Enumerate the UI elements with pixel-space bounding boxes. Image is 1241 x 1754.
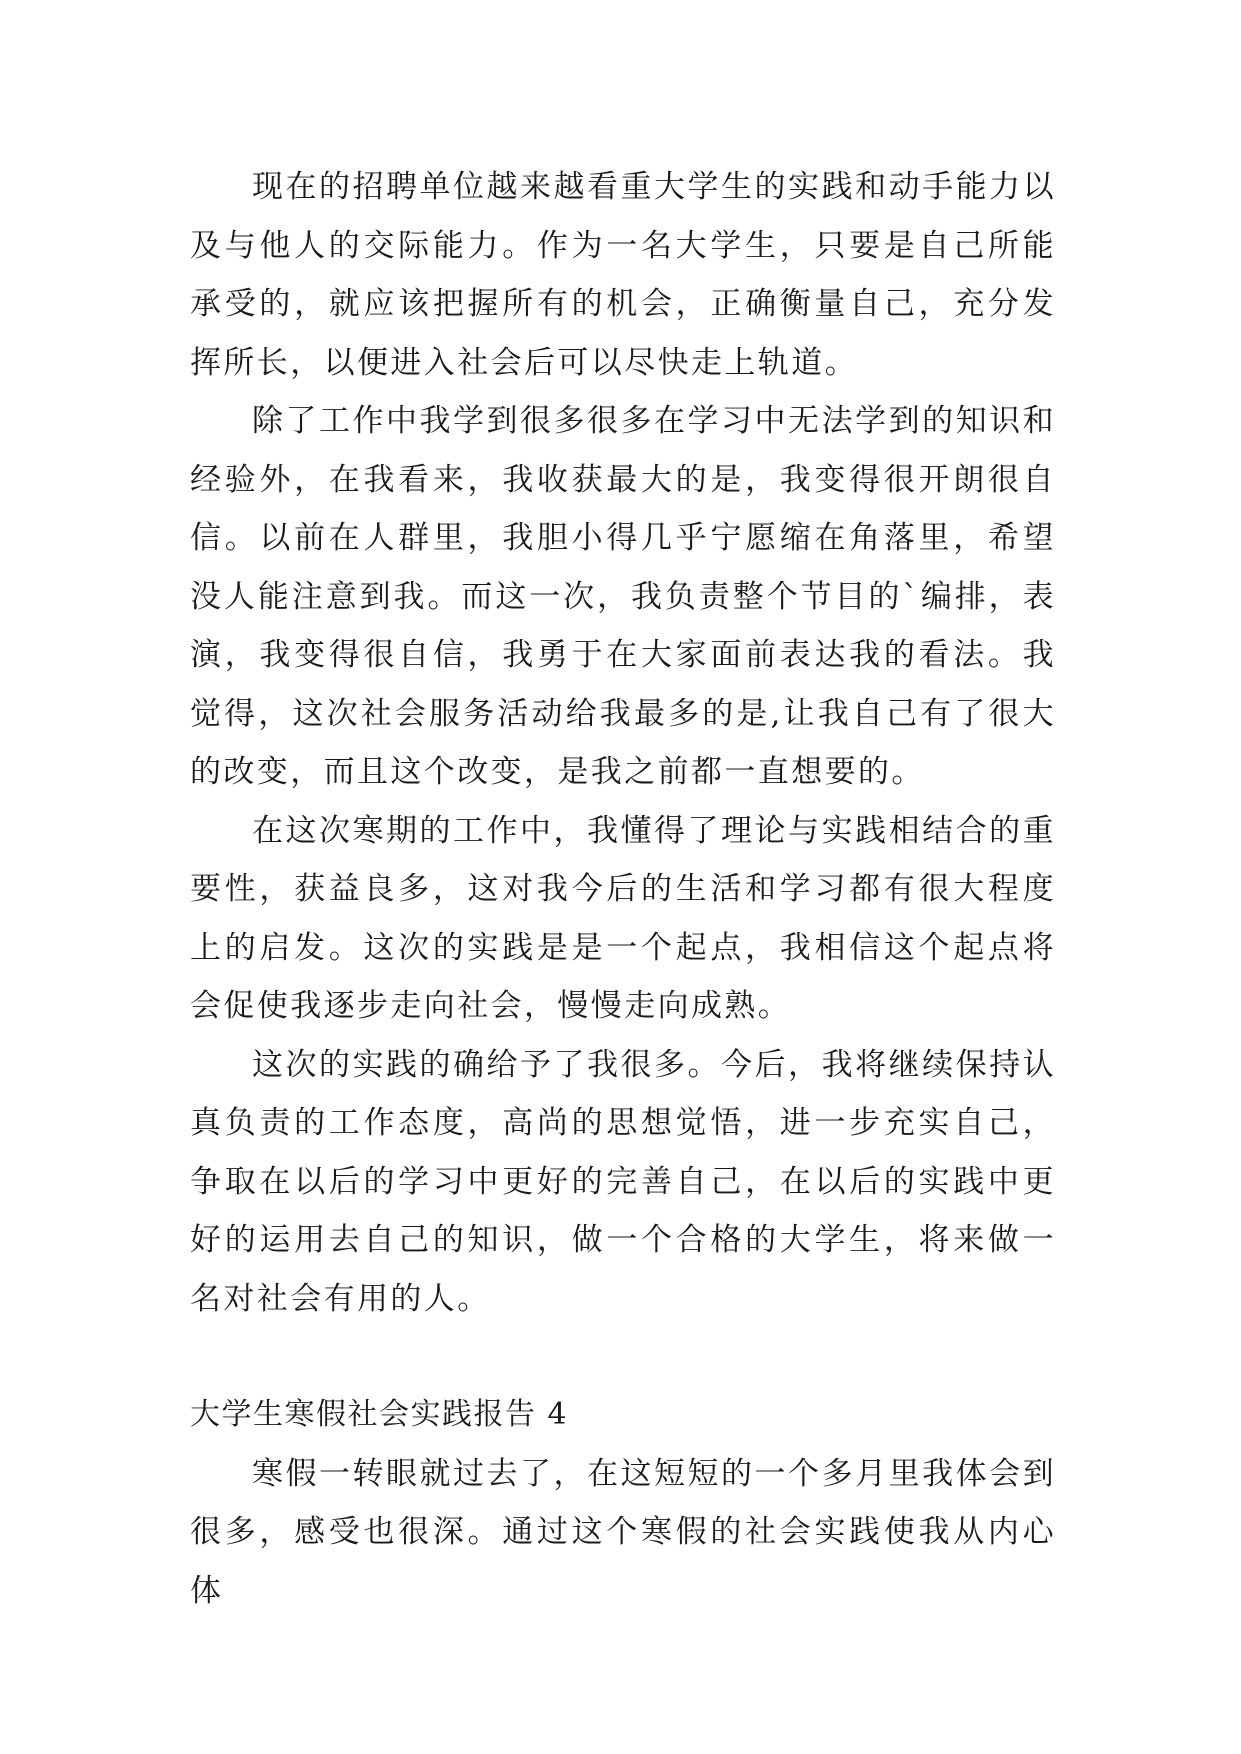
paragraph-3: 在这次寒期的工作中，我懂得了理论与实践相结合的重要性，获益良多，这对我今后的生活和学习都有很大程度上的启发。这次的实践是是一个起点，我相信这个起点将会促使我逐步走向社会，慢慢走向成熟。 <box>190 812 1056 1024</box>
paragraph-4: 这次的实践的确给予了我很多。今后，我将继续保持认真负责的工作态度，高尚的思想觉悟，进一步充实自己，争取在以后的学习中更好的完善自己，在以后的实践中更好的运用去自己的知识，做一个合格的大学生，将来做一名对社会有用的人。 <box>190 1046 1056 1317</box>
section-heading: 大学生寒假社会实践报告 4 <box>190 1397 569 1432</box>
paragraph-5: 寒假一转眼就过去了，在这短短的一个多月里我体会到很多，感受也很深。通过这个寒假的社会实践使我从内心体 <box>190 1455 1056 1609</box>
paragraph-1: 现在的招聘单位越来越看重大学生的实践和动手能力以及与他人的交际能力。作为一名大学生，只要是自己所能承受的，就应该把握所有的机会，正确衡量自己，充分发挥所长，以便进入社会后可以尽快走上轨道。 <box>190 169 1056 381</box>
paragraph-2: 除了工作中我学到很多很多在学习中无法学到的知识和经验外，在我看来，我收获最大的是，我变得很开朗很自信。以前在人群里，我胆小得几乎宁愿缩在角落里，希望没人能注意到我。而这一次，我负责整个节目的`编排，表演，我变得很自信，我勇于在大家面前表达我的看法。我觉得，这次社会服务活动给我最多的是,让我自己有了很大的改变，而且这个改变，是我之前都一直想要的。 <box>190 403 1056 790</box>
document-body <box>190 158 1056 1620</box>
